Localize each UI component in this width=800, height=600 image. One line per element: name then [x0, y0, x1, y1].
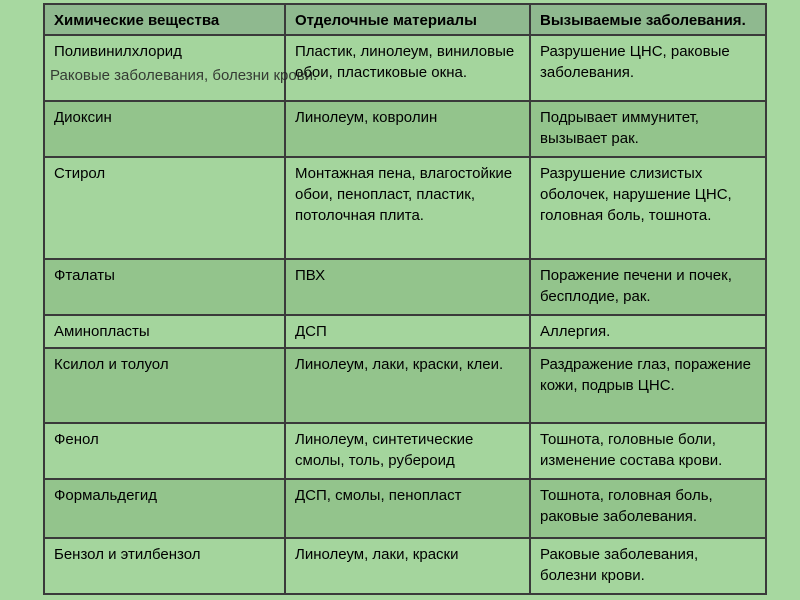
table-row: [44, 479, 766, 539]
cell-diseases: Разрушение слизистых оболочек, нарушение ЦНС, головная боль, тошнота.: [530, 157, 766, 260]
cell-substance: Аминопласты: [44, 315, 285, 348]
table-row: [44, 315, 766, 348]
cell-substance: Фенол: [44, 423, 285, 479]
cell-diseases: Подрывает иммунитет, вызывает рак.: [530, 101, 766, 157]
cell-substance: Ксилол и толуол: [44, 348, 285, 423]
table-row: [44, 348, 766, 423]
cell-materials: ДСП, смолы, пенопласт: [285, 479, 530, 539]
cell-diseases: Раковые заболевания, болезни крови.: [530, 538, 766, 594]
cell-diseases: Тошнота, головные боли, изменение состава крови.: [530, 423, 766, 479]
table-row: [44, 538, 766, 594]
header-diseases: Вызываемые заболевания.: [530, 4, 766, 35]
cell-materials: Линолеум, лаки, краски, клеи.: [285, 348, 530, 423]
cell-diseases: Тошнота, головная боль, раковые заболевания.: [530, 479, 766, 539]
cell-materials: Линолеум, лаки, краски: [285, 538, 530, 594]
table-row: [44, 259, 766, 315]
cell-substance: Стирол: [44, 157, 285, 260]
cell-substance: Формальдегид: [44, 479, 285, 539]
cell-materials: Монтажная пена, влагостойкие обои, пенопласт, пластик, потолочная плита.: [285, 157, 530, 260]
cell-diseases: Разрушение ЦНС, раковые заболевания.: [530, 35, 766, 101]
cell-diseases: Раздражение глаз, поражение кожи, подрыв ЦНС.: [530, 348, 766, 423]
table-row: [44, 35, 766, 101]
chemicals-table: [43, 3, 767, 595]
cell-diseases: Аллергия.: [530, 315, 766, 348]
header-materials: Отделочные материалы: [285, 4, 530, 35]
cell-materials: Пластик, линолеум, виниловые обои, пластиковые окна.: [285, 35, 530, 101]
cell-substance: Поливинилхлорид: [44, 35, 285, 101]
cell-materials: Линолеум, ковролин: [285, 101, 530, 157]
overlay-text: Раковые заболевания, болезни крови.: [50, 67, 318, 84]
cell-substance: Бензол и этилбензол: [44, 538, 285, 594]
cell-diseases: Поражение печени и почек, бесплодие, рак.: [530, 259, 766, 315]
header-substances: Химические вещества: [44, 4, 285, 35]
table-row: [44, 157, 766, 260]
cell-materials: ДСП: [285, 315, 530, 348]
cell-substance: Фталаты: [44, 259, 285, 315]
cell-materials: ПВХ: [285, 259, 530, 315]
cell-materials: Линолеум, синтетические смолы, толь, рубероид: [285, 423, 530, 479]
table-header-row: [44, 4, 766, 35]
table-row: [44, 101, 766, 157]
cell-substance: Диоксин: [44, 101, 285, 157]
table-row: [44, 423, 766, 479]
